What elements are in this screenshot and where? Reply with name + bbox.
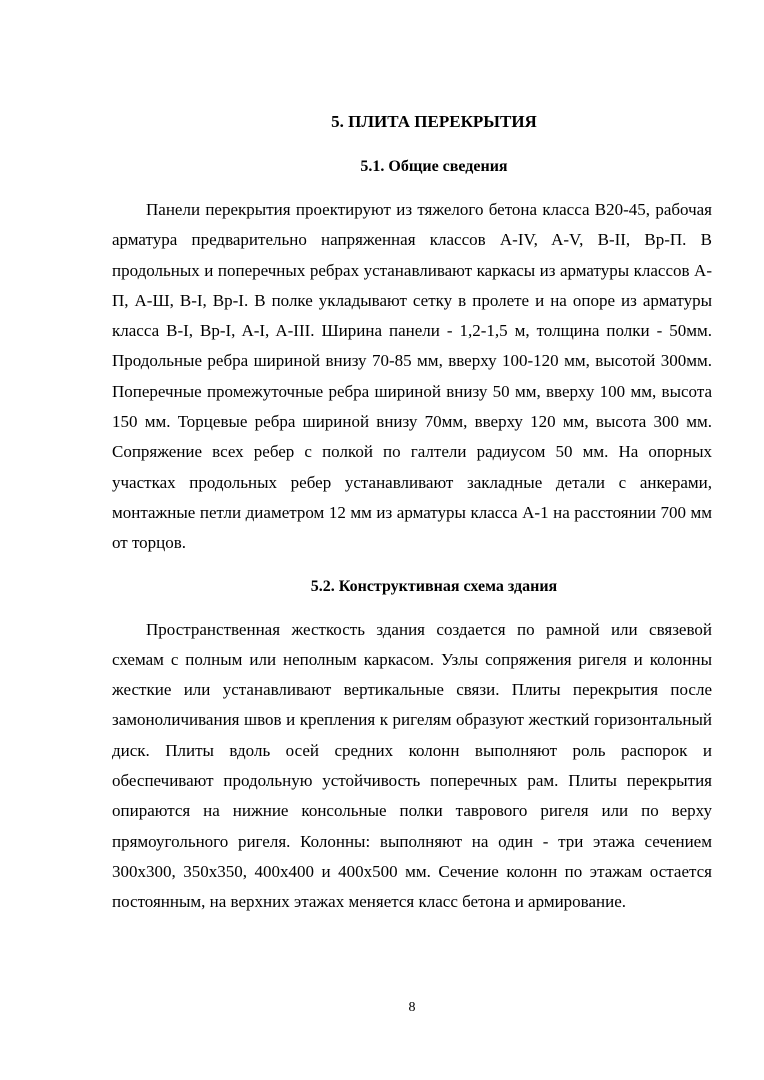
paragraph-general-info: Панели перекрытия проектируют из тяжелого бетона класса В20-45, рабочая арматура предварительно напряженная классов A-IV, A-V, B-II, Вр-П. В продольных и поперечных ребрах устанавливают каркасы из арматуры классов А-П, А-Ш, B-I, Bp-I. В полке укладывают сетку в пролете и на опоре из арматуры класса B-I, Bp-I, A-I, A-III. Ширина панели - 1,2-1,5 м, толщина полки - 50мм. Продольные ребра шириной внизу 70-85 мм, вверху 100-120 мм, высотой 300мм. Поперечные промежуточные ребра шириной внизу 50 мм, вверху 100 мм, высота 150 мм. Торцевые ребра шириной внизу 70мм, вверху 120 мм, высота 300 мм. Сопряжение всех ребер с полкой по галтели радиусом 50 мм. На опорных участках продольных ребер устанавливают закладные детали с анкерами, монтажные петли диаметром 12 мм из арматуры класса А-1 на расстоянии 700 мм от торцов. (112, 200, 712, 553)
chapter-title: 5. ПЛИТА ПЕРЕКРЫТИЯ (331, 112, 537, 131)
section-title-general: 5.1. Общие сведения (360, 158, 508, 175)
section-title-structural-scheme: 5.2. Конструктивная схема здания (310, 577, 558, 595)
page-number: 8 (408, 1000, 416, 1015)
page-content (112, 108, 712, 918)
paragraph-structural-scheme: Пространственная жесткость здания создается по рамной или связевой схемам с полным или неполным каркасом. Узлы сопряжения ригеля и колонны жесткие или устанавливают вертикальные связи. Плиты перекрытия после замоноличивания швов и крепления к ригелям образуют жесткий горизонтальный диск. Плиты вдоль осей средних колонн выполняют роль распорок и обеспечивают продольную устойчивость поперечных рам. Плиты перекрытия опираются на нижние консольные полки таврового ригеля или по верху прямоугольного ригеля. Колонны: выполняют на один - три этажа сечением 300x300, 350x350, 400x400 и 400x500 мм. Сечение колонн по этажам остается постоянным, на верхних этажах меняется класс бетона и армирование. (112, 619, 712, 912)
